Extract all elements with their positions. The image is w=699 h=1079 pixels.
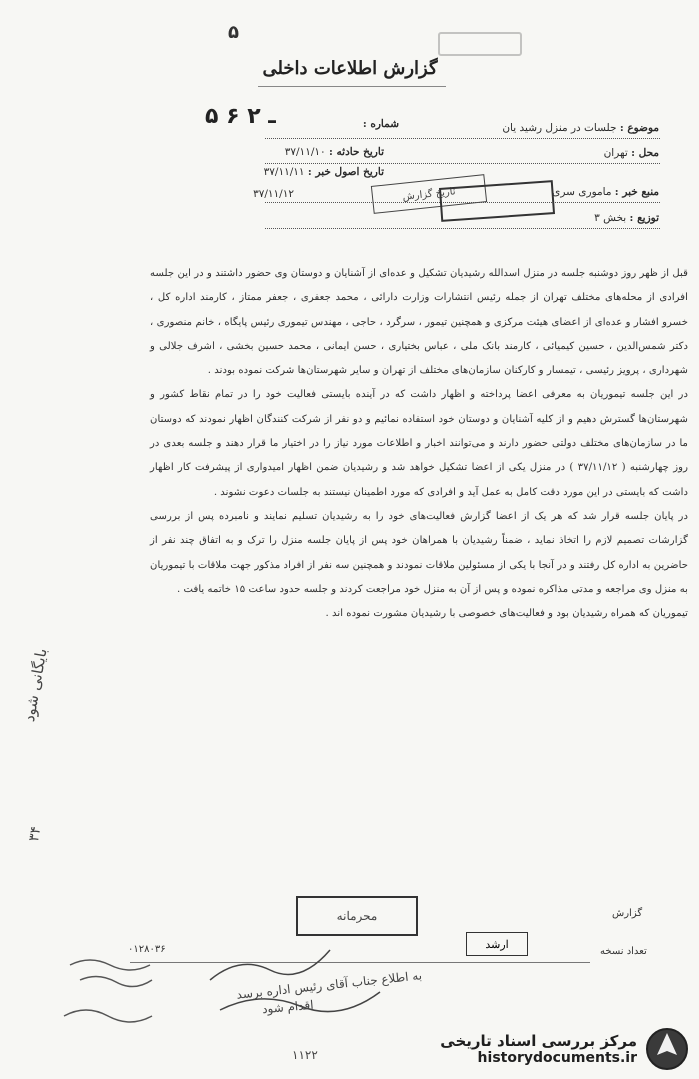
top-mark: ۵	[228, 22, 239, 43]
body-paragraph-1: قبل از ظهر روز دوشنبه جلسه در منزل اسدالله رشیدیان تشکیل و عده‌ای از آشنایان و دوستان وی حضور داشتند و در این جلسه افرادی از محله‌های مختلف تهران از جمله رئیس انتشارات وزارت دارائی ، محمد جعفری ، جعفر ممتاز ، کارمند اداره کل ، خسرو افشار و عده‌ای از اعضای هیئت مرکزی و همچنین تیمور ، سرگرد ، حاجی ، مهندس تیموری رئیس پایگاه ، خانم منصوری ، دکتر شمس‌الدین ، حسین کیمیائی ، کارمند بانک ملی ، عباس بختیاری ، حسن ایمانی ، محمد حسین بخشی ، اشرف جلالی و شهرداری ، پرویز رئیسی ، تیمسار و کارکنان سازمان‌های مختلف از تهران و سایر شهرستان‌ها شرکت نموده بودند .	[150, 268, 688, 377]
field-receive-date: تاریخ اصول خبر : ۳۷/۱۱/۱۱	[263, 166, 384, 178]
handwritten-note-2: اقدام شود	[261, 997, 315, 1017]
archive-logo	[440, 1027, 689, 1071]
field-place-value: تهران	[603, 147, 628, 159]
field-event-date: تاریخ حادثه : ۳۷/۱۱/۱۰	[284, 146, 384, 158]
field-source: منبع خبر : ماموری سری	[552, 186, 659, 198]
date-stamp-inner: تاریخ گزارش	[371, 174, 487, 214]
field-number: شماره :	[362, 118, 399, 130]
field-subject-value: جلسات در منزل رشید یان	[502, 122, 617, 134]
handwritten-note-3: ۱۱۲۲	[292, 1048, 318, 1062]
document-code: ۰۱۲۸۰۳۶	[128, 944, 166, 955]
field-third-date-value: ۳۷/۱۱/۱۲	[253, 188, 294, 200]
margin-note-2: ۳۴	[26, 825, 45, 843]
reference-number: ۵ ـ ۲ ۶	[205, 104, 276, 129]
copies-label: تعداد نسخه	[600, 946, 647, 957]
field-subject: موضوع : جلسات در منزل رشید یان	[502, 122, 659, 134]
body-paragraph-2: در این جلسه تیموریان به معرفی اعضا پرداخته و اظهار داشت که در آینده بایستی فعالیت خود را در تمام نقاط کشور و شهرستان‌ها گسترش دهیم و از کلیه آشنایان و دوستان خود استفاده نمائیم و دو نفر از شرکت کنندگان اظهار نمودند که دوستان ما در سازمان‌های مختلف دولتی حضور دارند و می‌توانند اخبار و اطلاعات مورد نیاز را در اختیار ما قرار دهند و جلسه بعدی در روز چهارشنبه ( ۳۷/۱۱/۱۲ ) در منزل یکی از اعضا تشکیل خواهد شد و رشیدیان ضمن اظهار امیدواری از پیشرفت کار اظهار داشت که بایستی در این مورد دقت کامل به عمل آید و افرادی که مورد اطمینان نیستند به جلسات دعوت نشوند .	[150, 389, 688, 498]
field-receive-date-value: ۳۷/۱۱/۱۱	[263, 166, 305, 178]
field-event-date-value: ۳۷/۱۱/۱۰	[284, 146, 326, 158]
field-distribution: توزیع : بخش ۳	[594, 212, 659, 224]
field-distribution-value: بخش ۳	[594, 212, 627, 224]
small-stamp: ارشد	[466, 932, 528, 956]
body-paragraph-3: در پایان جلسه قرار شد که هر یک از اعضا گزارش فعالیت‌های خود را به رشیدیان تسلیم نمایند و نامبرده پس از بررسی گزارشات تصمیم لازم را اتخاذ نماید ، ضمناً رشیدیان با همراهان خود پس از پایان جلسه منزل را ترک و به اتفاق چند نفر از حاضرین به اداره کل رفتند و در آنجا با یکی از مسئولین ملاقات نمودند و همچنین سه نفر از افراد مذکور جهت ملاقات با تیموریان به منزل وی مراجعه و مدتی مذاکره نموده و پس از آن به منزل خود مراجعت کردند و جلسه حدود ساعت ۱۵ خاتمه یافت .	[150, 510, 688, 595]
handwritten-note-1: به اطلاع جناب آقای رئیس اداره برسد	[235, 968, 423, 1002]
logo-mark-icon	[645, 1027, 689, 1071]
logo-text-en: historydocuments.ir	[477, 1050, 637, 1066]
field-place: محل : تهران	[603, 147, 659, 159]
margin-note-1: بایگانی شود	[20, 646, 51, 724]
field-source-value: ماموری سری	[552, 186, 612, 198]
side-note: گزارش	[612, 908, 643, 919]
report-title: گزارش اطلاعات داخلی	[262, 58, 438, 79]
body-paragraph-4: تیموریان که همراه رشیدیان بود و فعالیت‌های خصوصی با رشیدیان مشورت نموده اند .	[325, 608, 688, 620]
logo-text-fa: مرکز بررسی اسناد تاریخی	[440, 1032, 637, 1050]
confidential-stamp: محرمانه	[296, 896, 418, 936]
